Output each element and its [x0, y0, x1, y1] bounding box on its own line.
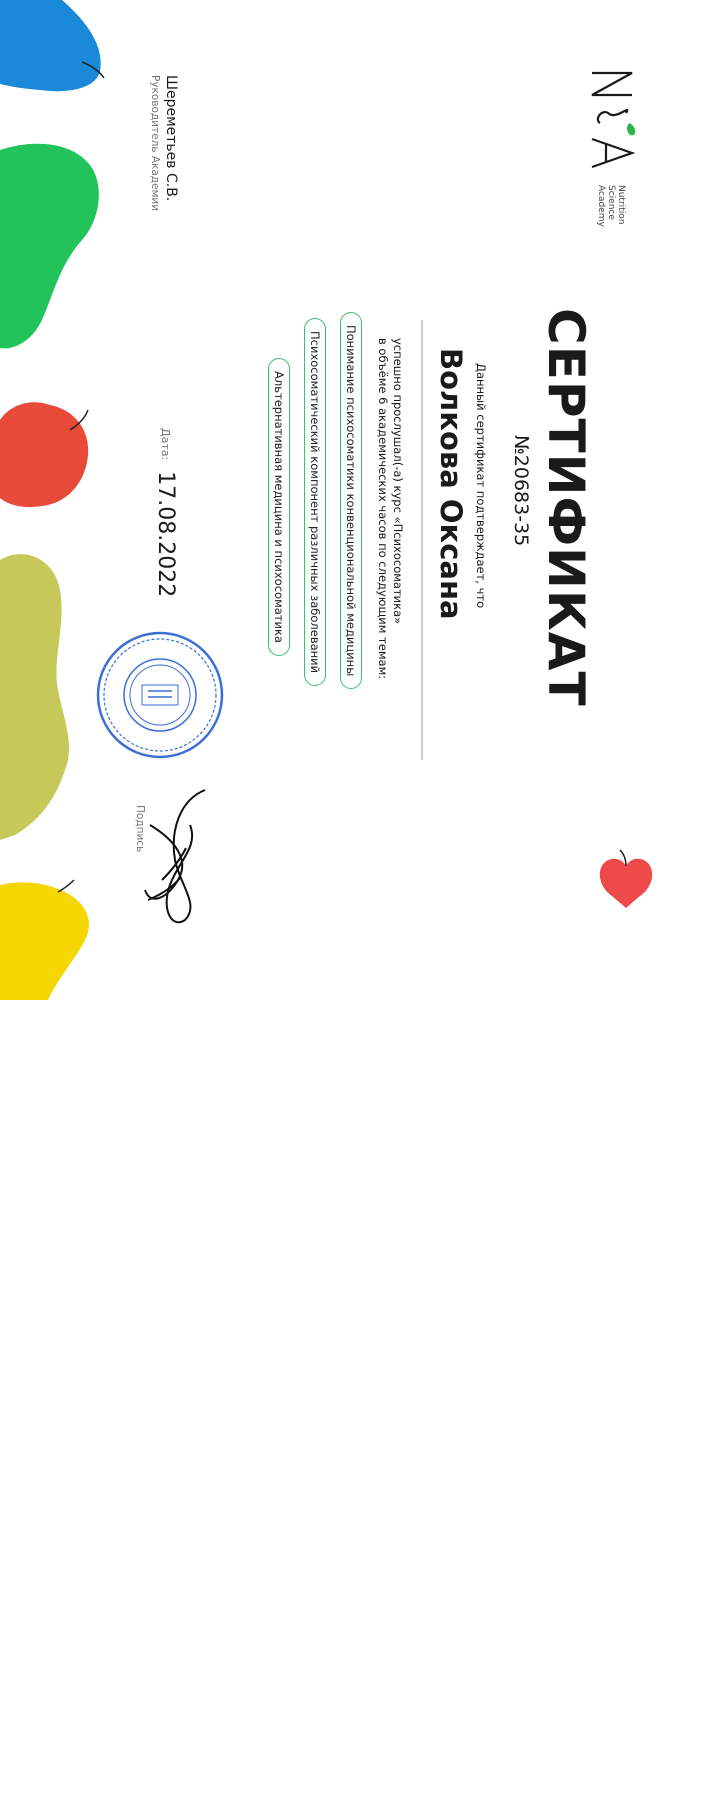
logo-name-line-3: Academy	[596, 185, 606, 227]
logo-name-line-2: Science	[606, 185, 616, 220]
signature-block	[133, 805, 152, 1805]
yellow-fruit-shape	[0, 882, 89, 1000]
yellow-fruit-stem	[58, 880, 74, 892]
hours-line: в объёме 6 академических часов по следующим темам:	[376, 338, 390, 680]
confirm-text: Данный сертификат подтверждает, что	[474, 363, 488, 609]
recipient-name: Волкова Оксана	[434, 348, 468, 620]
logo-text-block	[596, 185, 626, 1185]
date-label: Дата:	[159, 428, 172, 461]
signature-label: Подпись	[134, 805, 146, 853]
title-block	[537, 308, 595, 1308]
director-block	[148, 75, 180, 1075]
topic-pill-1: Понимание психосоматики конвенциональной медицины	[340, 312, 362, 689]
topic-pill-3: Альтернативная медицина и психосоматика	[268, 358, 290, 656]
director-role: Руководитель Академии	[149, 75, 161, 212]
topic-3-block	[268, 358, 290, 1358]
course-line: успешно прослушал(-а) курс «Психосоматика»	[391, 338, 405, 625]
logo-name-line-1: Nutrition	[616, 185, 626, 225]
blue-fruit-shape	[0, 0, 101, 91]
confirm-block	[474, 363, 488, 1363]
green-fruit-shape	[0, 144, 99, 349]
nsa-logo-mark	[592, 73, 635, 167]
red-fruit-shape	[0, 402, 88, 507]
certificate-title: СЕРТИФИКАТ	[537, 308, 595, 707]
topic-1-block	[340, 312, 362, 1312]
director-name: Шереметьев С.В.	[163, 75, 179, 202]
topic-2-block	[304, 318, 326, 1318]
certificate-number: №20683-35	[510, 435, 532, 547]
course-block	[375, 338, 405, 1338]
number-block	[510, 435, 532, 1435]
olive-fruit-shape	[0, 554, 69, 840]
date-value: 17.08.2022	[153, 471, 178, 598]
topic-pill-2: Психосоматический компонент различных заболеваний	[304, 318, 326, 686]
recipient-block	[434, 348, 468, 1348]
